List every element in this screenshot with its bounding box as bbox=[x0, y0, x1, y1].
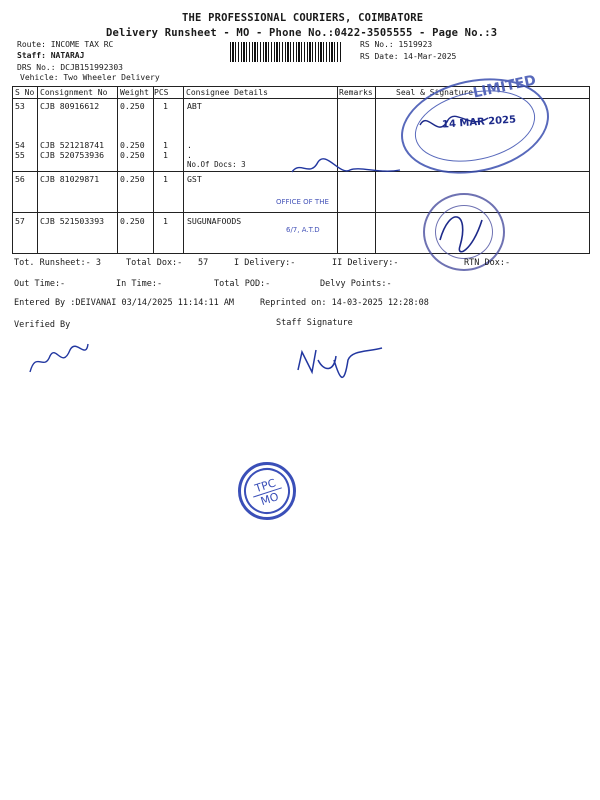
i-delivery: I Delivery:- bbox=[234, 258, 296, 268]
table-cell-pcs: 1 bbox=[163, 150, 168, 160]
verified-by-label: Verified By bbox=[14, 320, 71, 330]
total-dox-label: Total Dox:- bbox=[126, 258, 183, 268]
out-time: Out Time:- bbox=[14, 279, 66, 289]
col-header-remarks: Remarks bbox=[339, 88, 373, 97]
tpc-mo-stamp bbox=[238, 462, 296, 520]
col-header-seal: Seal & Signature bbox=[396, 88, 474, 97]
tpc-stamp-bottom: MO bbox=[258, 490, 281, 509]
table-cell-pcs: 1 bbox=[163, 216, 168, 226]
table-cell-consignment: CJB 520753936 bbox=[40, 150, 105, 160]
seal-limited-text: LIMITED bbox=[471, 72, 538, 102]
office-seal-line2: 6/7, A.T.D bbox=[286, 226, 320, 234]
rs-number: RS No.: 1519923 bbox=[360, 40, 433, 49]
col-header-consignment: Consignment No bbox=[40, 88, 108, 97]
office-seal-line1: OFFICE OF THE bbox=[276, 198, 329, 206]
ii-delivery: II Delivery:- bbox=[332, 258, 399, 268]
col-header-consignee: Consignee Details bbox=[186, 88, 268, 97]
table-cell-pcs: 1 bbox=[163, 101, 168, 111]
table-cell-details: ABT bbox=[187, 101, 202, 111]
col-header-sno: S No bbox=[15, 88, 35, 97]
seal-date: 14 MAR 2025 bbox=[441, 114, 517, 131]
tpc-stamp-top: TPC bbox=[253, 476, 278, 496]
table-cell-weight: 0.250 bbox=[120, 140, 145, 150]
table-cell-sno: 56 bbox=[15, 174, 25, 184]
table-cell-consignment: CJB 80916612 bbox=[40, 101, 100, 111]
table-cell-details: SUGUNAFOODS bbox=[187, 216, 242, 226]
table-cell-details: . bbox=[187, 150, 192, 160]
route-text: Route: INCOME TAX RC bbox=[17, 40, 114, 49]
total-runsheet: Tot. Runsheet:- 3 bbox=[14, 258, 101, 268]
in-time: In Time:- bbox=[116, 279, 163, 289]
table-cell-weight: 0.250 bbox=[120, 101, 145, 111]
table-cell-consignment: CJB 81029871 bbox=[40, 174, 100, 184]
table-cell-pcs: 1 bbox=[163, 174, 168, 184]
table-cell-consignment: CJB 521218741 bbox=[40, 140, 105, 150]
table-cell-consignment: CJB 521503393 bbox=[40, 216, 105, 226]
col-header-pcs: PCS bbox=[154, 88, 169, 97]
drs-number: DRS No.: DCJB151992303 bbox=[17, 63, 123, 72]
reprinted-on: Reprinted on: 14-03-2025 12:28:08 bbox=[260, 298, 429, 308]
entered-by: Entered By :DEIVANAI 03/14/2025 11:14:11 AM bbox=[14, 298, 235, 308]
table-cell-sno: 54 bbox=[15, 140, 25, 150]
total-dox-value: 57 bbox=[198, 258, 209, 268]
staff-signature-label: Staff Signature bbox=[276, 318, 353, 328]
table-cell-pcs: 1 bbox=[163, 140, 168, 150]
col-header-weight: Weight bbox=[120, 88, 149, 97]
vehicle-text: Vehicle: Two Wheeler Delivery bbox=[20, 73, 160, 82]
no-of-docs: No.Of Docs: 3 bbox=[187, 160, 246, 169]
delvy-points: Delvy Points:- bbox=[320, 279, 392, 289]
table-cell-sno: 57 bbox=[15, 216, 25, 226]
total-pod: Total POD:- bbox=[214, 279, 271, 289]
table-cell-details: GST bbox=[187, 174, 202, 184]
table-cell-sno: 55 bbox=[15, 150, 25, 160]
table-cell-details: . bbox=[187, 140, 192, 150]
table-cell-sno: 53 bbox=[15, 101, 25, 111]
company-title: THE PROFESSIONAL COURIERS, COIMBATORE bbox=[182, 12, 424, 24]
table-cell-weight: 0.250 bbox=[120, 150, 145, 160]
table-cell-weight: 0.250 bbox=[120, 174, 145, 184]
table-cell-weight: 0.250 bbox=[120, 216, 145, 226]
staff-text: Staff: NATARAJ bbox=[17, 51, 85, 60]
rs-date: RS Date: 14-Mar-2025 bbox=[360, 52, 457, 61]
rtn-dox: RTN Dox:- bbox=[464, 258, 511, 268]
runsheet-subtitle: Delivery Runsheet - MO - Phone No.:0422-3505555 - Page No.:3 bbox=[106, 27, 498, 39]
